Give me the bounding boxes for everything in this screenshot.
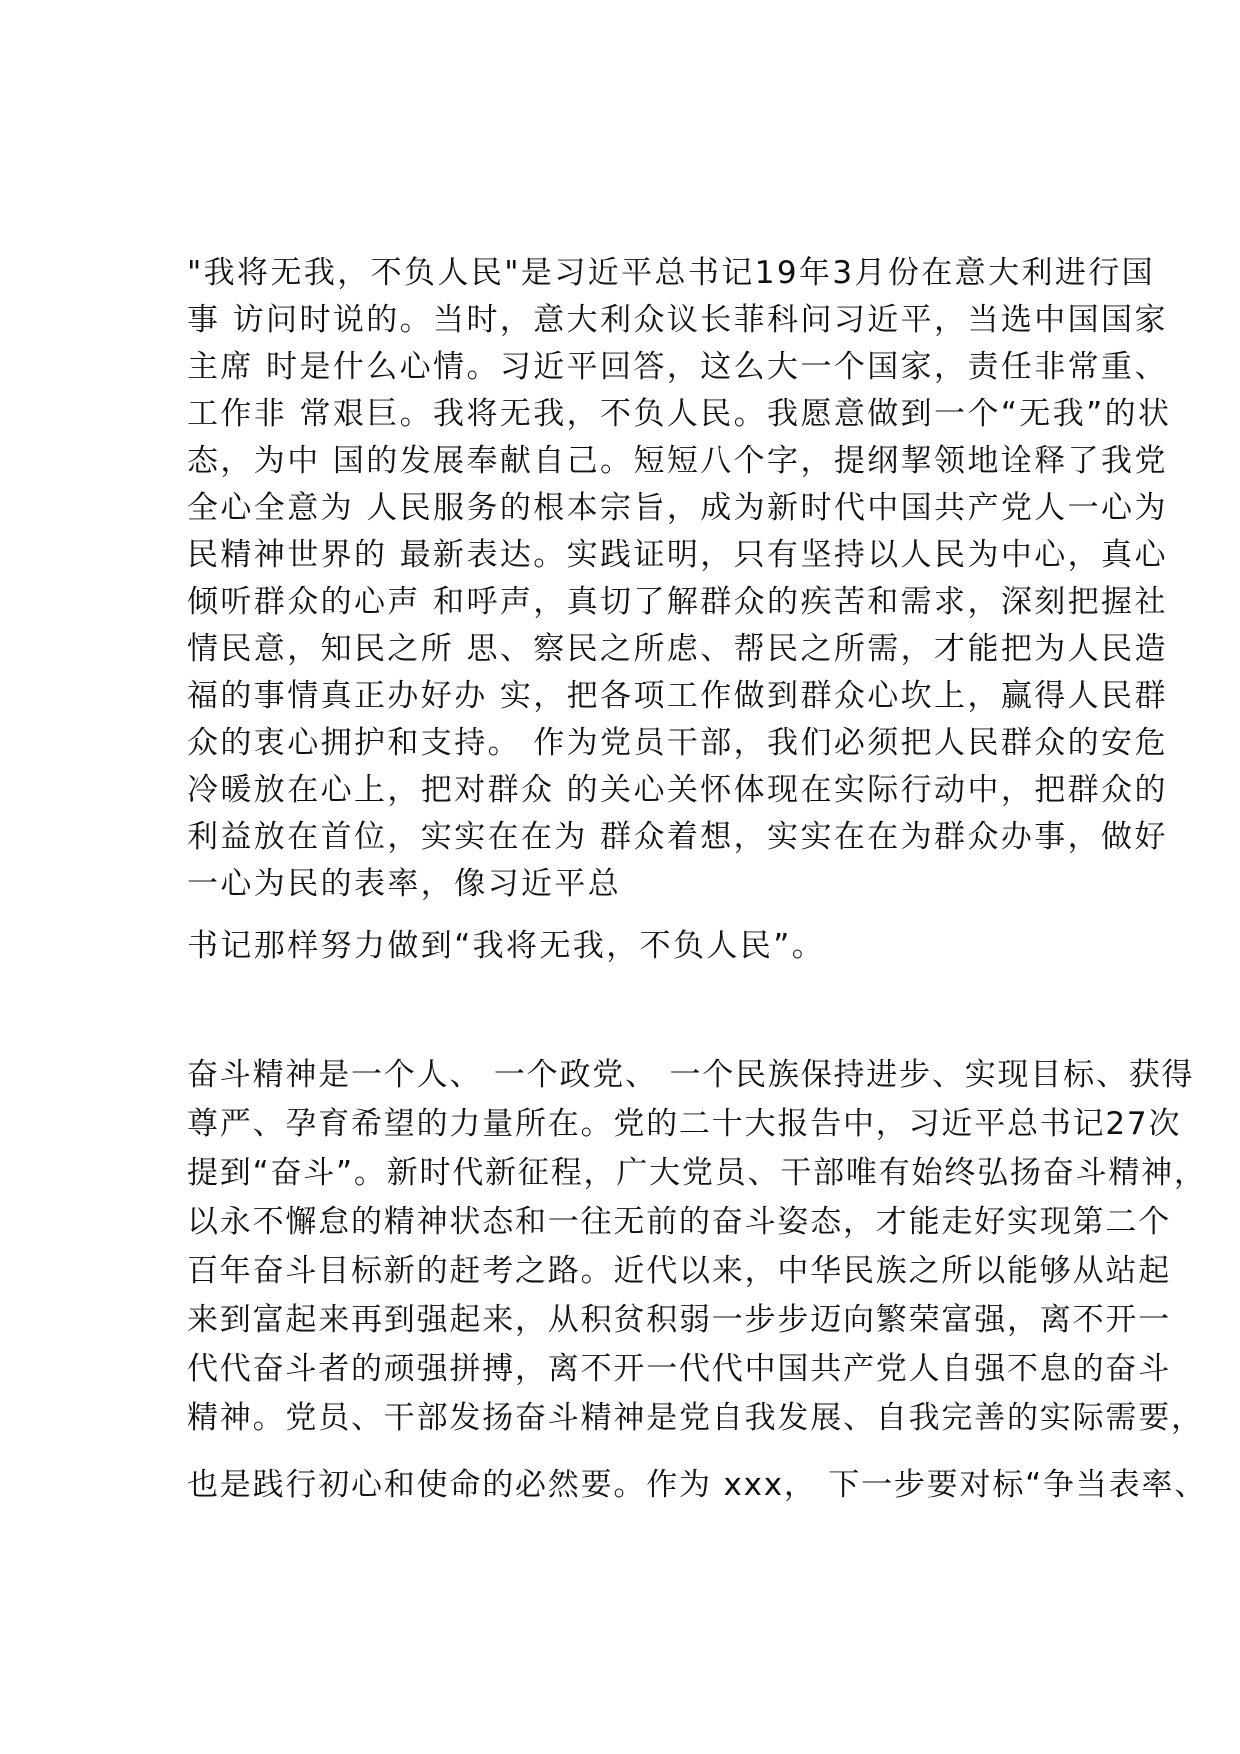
text-line: 奋斗精神是一个人、 一个政党、 一个民族保持进步、实现目标、获得 bbox=[187, 1057, 1195, 1093]
text-line: 书记那样努力做到“我将无我，不负人民”。 bbox=[187, 928, 826, 964]
text-line: 工作非 常艰巨。我将无我，不负人民。我愿意做到一个“无我”的状 bbox=[187, 396, 1172, 432]
text-line: 尊严、孕育希望的力量所在。党的二十大报告中，习近平总书记27次 bbox=[187, 1106, 1182, 1142]
text-line: 民精神世界的 最新表达。实践证明，只有坚持以人民为中心，真心 bbox=[187, 537, 1168, 573]
text-line: 利益放在首位，实实在在为 群众着想，实实在在为群众办事，做好 bbox=[187, 819, 1168, 855]
text-line: 代代奋斗者的顽强拼搏，离不开一代代中国共产党人自强不息的奋斗 bbox=[187, 1351, 1171, 1387]
text-line: 全心全意为 人民服务的根本宗旨，成为新时代中国共产党人一心为 bbox=[187, 490, 1168, 526]
text-line: 以永不懈怠的精神状态和一往无前的奋斗姿态，才能走好实现第二个 bbox=[187, 1204, 1171, 1240]
text-line: 一心为民的表率，像习近平总 bbox=[187, 866, 622, 902]
text-line: 情民意，知民之所 思、察民之所虑、帮民之所需，才能把为人民造 bbox=[187, 631, 1168, 667]
text-line: 也是践行初心和使命的必然要。作为 xxx， 下一步要对标“争当表率、 bbox=[187, 1467, 1208, 1503]
text-line: 冷暖放在心上，把对群众 的关心关怀体现在实际行动中，把群众的 bbox=[187, 772, 1168, 808]
text-line: 事 访问时说的。当时，意大利众议长菲科问习近平，当选中国国家 bbox=[187, 302, 1168, 338]
text-line: 倾听群众的心声 和呼声，真切了解群众的疾苦和需求，深刻把握社 bbox=[187, 584, 1168, 620]
text-line: 提到“奋斗”。新时代新征程，广大党员、干部唯有始终弘扬奋斗精神， bbox=[187, 1155, 1207, 1191]
text-line: 态，为中 国的发展奉献自己。短短八个字，提纲挈领地诠释了我党 bbox=[187, 443, 1168, 479]
text-line: 精神。党员、干部发扬奋斗精神是党自我发展、自我完善的实际需要， bbox=[187, 1400, 1204, 1436]
text-line: 百年奋斗目标新的赶考之路。近代以来，中华民族之所以能够从站起 bbox=[187, 1253, 1171, 1289]
text-line: 主席 时是什么心情。习近平回答，这么大一个国家，责任非常重、 bbox=[187, 349, 1168, 385]
text-line: "我将无我，不负人民"是习近平总书记19年3月份在意大利进行国 bbox=[187, 255, 1156, 291]
text-line: 来到富起来再到强起来，从积贫积弱一步步迈向繁荣富强，离不开一 bbox=[187, 1302, 1171, 1338]
text-line: 福的事情真正办好办 实，把各项工作做到群众心坎上，赢得人民群 bbox=[187, 678, 1168, 714]
text-line: 众的衷心拥护和支持。 作为党员干部，我们必须把人民群众的安危 bbox=[187, 725, 1168, 761]
